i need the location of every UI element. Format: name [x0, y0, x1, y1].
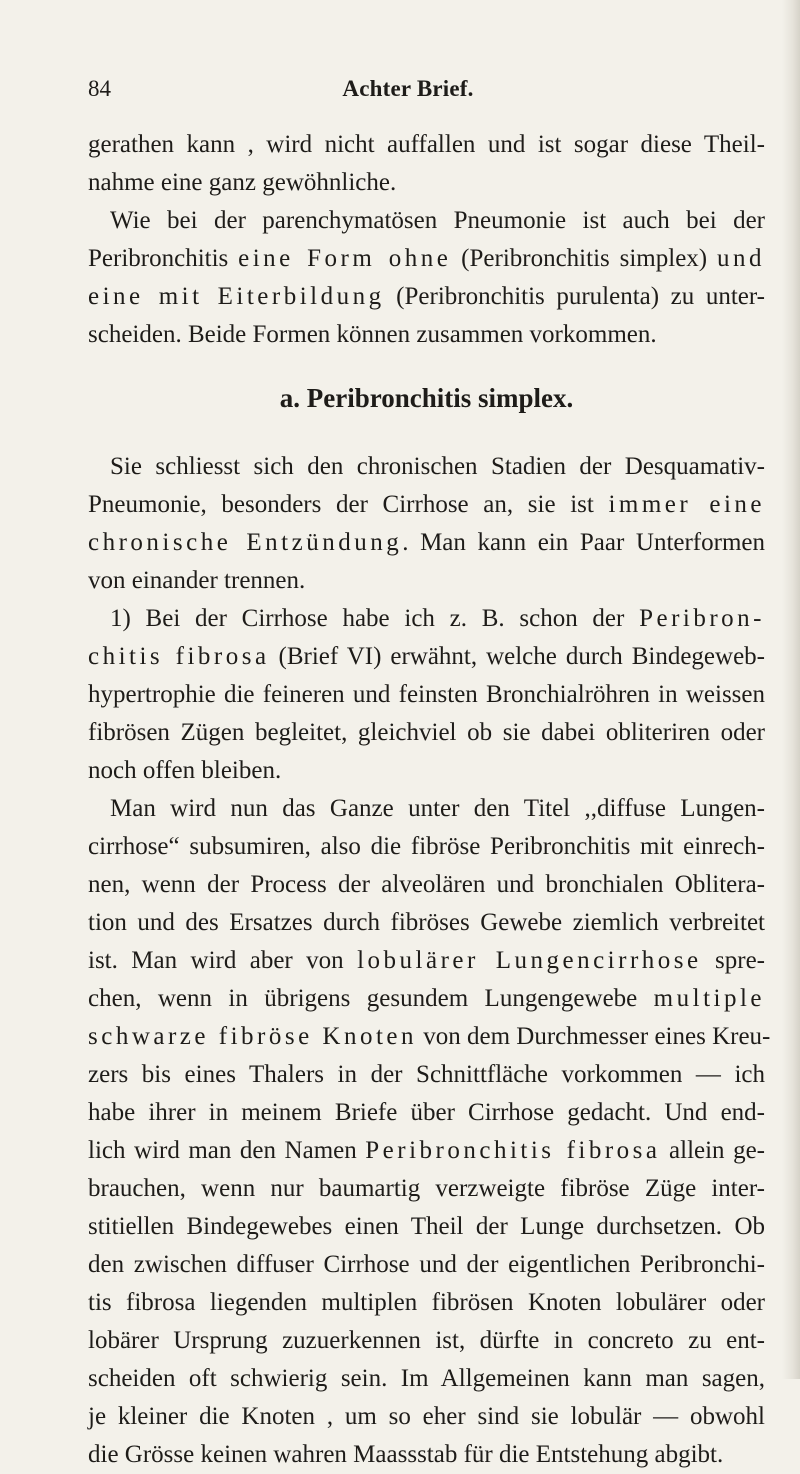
paragraph-start — [88, 202, 765, 240]
paragraph-start — [88, 790, 765, 828]
text-line — [88, 1284, 765, 1322]
text-line — [88, 1436, 765, 1474]
spaced-emphasis: Peribron- — [639, 605, 765, 632]
spaced-emphasis: chitis fibrosa — [88, 643, 270, 670]
text-line — [88, 562, 765, 600]
spaced-emphasis: schwarze fibröse Knoten — [88, 1023, 418, 1050]
text-run: je kleiner die Knoten , um so eher sind sie lobulär — obwohl — [88, 1403, 765, 1430]
text-run: die Grösse keinen wahren Maassstab für die Entstehung abgibt. — [88, 1441, 724, 1468]
text-run: lich wird man den Namen — [88, 1137, 366, 1164]
text-line — [88, 1208, 765, 1246]
text-run: brauchen, wenn nur baumartig verzweigte fibröse Züge inter- — [88, 1175, 765, 1202]
page-edge-shadow — [782, 0, 800, 1379]
spaced-emphasis: chronische Entzündung — [88, 529, 403, 556]
text-line — [88, 1056, 765, 1094]
paragraph-start — [88, 600, 765, 638]
spaced-emphasis: immer eine — [608, 491, 765, 518]
text-run: tion und des Ersatzes durch fibröses Gewebe ziemlich verbreitet — [88, 909, 765, 936]
text-run: stitiellen Bindegewebes einen Theil der Lunge durchsetzen. Ob — [88, 1213, 765, 1240]
text-line — [88, 752, 765, 790]
text-run: nen, wenn der Process der alveolären und bronchialen Oblitera- — [88, 871, 765, 898]
text-run: Peribronchitis — [88, 245, 239, 272]
text-run: lobärer Ursprung zuzuerkennen ist, dürfte in concreto zu ent- — [88, 1327, 765, 1354]
text-line — [88, 1360, 765, 1398]
text-run: Man wird nun das Ganze unter den Titel ,,diffuse Lungen- — [110, 795, 765, 822]
page-number: 84 — [88, 76, 111, 101]
text-line — [88, 164, 765, 202]
text-run: gerathen kann , wird nicht auffallen und ist sogar diese Theil- — [88, 131, 765, 158]
text-run: Pneumonie, besonders der Cirrhose an, sie ist — [88, 491, 609, 518]
text-run: tis fibrosa liegenden multiplen fibrösen Knoten lobulärer oder — [88, 1289, 765, 1316]
text-run: fibrösen Zügen begleitet, gleichviel ob sie dabei obliteriren oder — [88, 719, 765, 746]
text-line — [88, 1398, 765, 1436]
text-run: spre- — [701, 947, 765, 974]
text-line — [88, 1170, 765, 1208]
section-heading: a. Peribronchitis simplex. — [279, 383, 574, 413]
text-run: (Peribronchitis purulenta) zu unter- — [384, 283, 766, 310]
section-heading-block — [88, 368, 765, 448]
page-header — [88, 72, 728, 104]
text-run: scheiden oft schwierig sein. Im Allgemeinen kann man sagen, — [88, 1365, 765, 1392]
text-line — [88, 1018, 771, 1056]
running-head: Achter Brief. — [342, 76, 474, 101]
text-line — [88, 1094, 765, 1132]
text-run: habe ihrer in meinem Briefe über Cirrhose gedacht. Und end- — [88, 1099, 765, 1126]
spaced-emphasis: Peribronchitis fibrosa — [365, 1137, 661, 1164]
text-run: ist. Man wird aber von — [88, 947, 358, 974]
text-run: (Peribronchitis simplex) — [451, 245, 717, 272]
text-run: noch offen bleiben. — [88, 757, 282, 784]
text-line — [88, 1322, 765, 1360]
text-run: Wie bei der parenchymatösen Pneumonie ist auch bei der — [110, 207, 765, 234]
body-text — [88, 126, 771, 1474]
text-run: cirrhose“ subsumiren, also die fibröse Peribronchitis mit einrech- — [88, 833, 765, 860]
text-run: den zwischen diffuser Cirrhose und der eigentlichen Peribronchi- — [88, 1251, 765, 1278]
spaced-emphasis: multiple — [653, 985, 765, 1012]
text-run: allein ge- — [660, 1137, 766, 1164]
text-line — [88, 904, 765, 942]
text-line — [88, 278, 765, 316]
text-run: Sie schliesst sich den chronischen Stadien der Desquamativ- — [110, 453, 765, 480]
text-line — [88, 866, 765, 904]
text-line — [88, 676, 765, 714]
text-line — [88, 240, 765, 278]
spaced-emphasis: eine Form ohne — [238, 245, 452, 272]
text-line — [88, 1246, 765, 1284]
text-line — [88, 714, 765, 752]
text-line — [88, 524, 765, 562]
text-line — [88, 486, 765, 524]
text-run: von einander trennen. — [88, 567, 306, 594]
text-run: von dem Durchmesser eines Kreu- — [417, 1023, 771, 1050]
text-run: . Man kann ein Paar Unterformen — [402, 529, 766, 556]
text-run: zers bis eines Thalers in der Schnittfläche vorkommen — ich — [88, 1061, 765, 1088]
text-line — [88, 316, 765, 354]
text-line — [88, 828, 765, 866]
text-run: nahme eine ganz gewöhnliche. — [88, 169, 397, 196]
spaced-emphasis: und — [717, 245, 765, 272]
text-run: scheiden. Beide Formen können zusammen vorkommen. — [88, 321, 657, 348]
spaced-emphasis: lobulärer Lungencirrhose — [357, 947, 702, 974]
text-run: 1) Bei der Cirrhose habe ich z. B. schon der — [110, 605, 640, 632]
text-line — [88, 126, 765, 164]
spaced-emphasis: eine mit Eiterbildung — [88, 283, 385, 310]
text-run: hypertrophie die feineren und feinsten Bronchialröhren in weissen — [88, 681, 765, 708]
text-line — [88, 942, 765, 980]
text-line — [88, 980, 765, 1018]
text-line — [88, 1132, 765, 1170]
text-run: chen, wenn in übrigens gesundem Lungengewebe — [88, 985, 654, 1012]
text-run: (Brief VI) erwähnt, welche durch Bindegeweb- — [269, 643, 765, 670]
text-line — [88, 638, 765, 676]
paragraph-start — [88, 448, 765, 486]
